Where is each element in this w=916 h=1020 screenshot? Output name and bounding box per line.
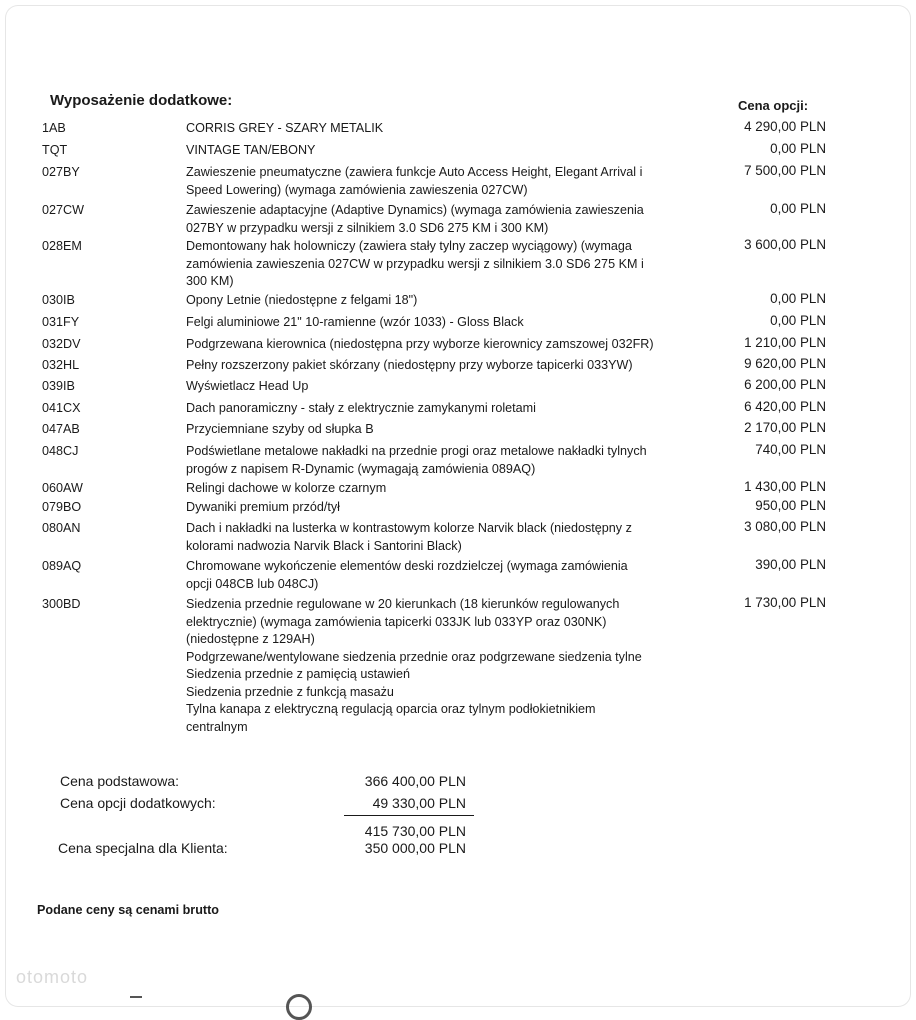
option-description-line: Zawieszenie pneumatyczne (zawiera funkcje Auto Access Height, Elegant Arrival i bbox=[186, 165, 643, 179]
option-price: 2 170,00 PLN bbox=[744, 420, 826, 435]
option-description bbox=[186, 400, 686, 418]
option-code: 028EM bbox=[42, 239, 82, 253]
option-code: 079BO bbox=[42, 500, 82, 514]
option-price: 0,00 PLN bbox=[770, 313, 826, 328]
option-description-line: Relingi dachowe w kolorze czarnym bbox=[186, 481, 387, 495]
special-price-value: 350 000,00 PLN bbox=[364, 840, 466, 856]
option-description-line: Speed Lowering) (wymaga zamówienia zawieszenia 027CW) bbox=[186, 182, 528, 197]
option-description-line: (niedostępne z 129AH) bbox=[186, 632, 315, 646]
option-description bbox=[186, 202, 686, 237]
option-description bbox=[186, 314, 686, 332]
option-description bbox=[186, 357, 686, 375]
option-description bbox=[186, 378, 686, 396]
option-price: 0,00 PLN bbox=[770, 141, 826, 156]
option-description bbox=[186, 421, 686, 439]
option-price: 7 500,00 PLN bbox=[744, 163, 826, 178]
option-price: 0,00 PLN bbox=[770, 201, 826, 216]
option-description-line: Siedzenia przednie regulowane w 20 kierunkach (18 kierunków regulowanych bbox=[186, 597, 620, 611]
option-description bbox=[186, 499, 686, 517]
options-price-label: Cena opcji dodatkowych: bbox=[60, 795, 216, 811]
option-description bbox=[186, 480, 686, 498]
option-code: 027CW bbox=[42, 203, 84, 217]
option-description bbox=[186, 520, 686, 555]
section-heading: Wyposażenie dodatkowe: bbox=[50, 92, 233, 109]
total-price-value: 415 730,00 PLN bbox=[364, 823, 466, 839]
option-description bbox=[186, 336, 686, 354]
options-price-value: 49 330,00 PLN bbox=[372, 795, 466, 811]
option-description-line: centralnym bbox=[186, 719, 248, 734]
option-description bbox=[186, 142, 686, 160]
option-description-line: Tylna kanapa z elektryczną regulacją oparcia oraz tylnym podłokietnikiem bbox=[186, 702, 596, 716]
option-description-line: Chromowane wykończenie elementów deski rozdzielczej (wymaga zamówienia bbox=[186, 559, 628, 573]
option-description-line: 300 KM) bbox=[186, 274, 234, 288]
option-description bbox=[186, 238, 686, 291]
sum-divider bbox=[344, 815, 474, 816]
option-code: TQT bbox=[42, 143, 68, 157]
special-price-label: Cena specjalna dla Klienta: bbox=[58, 840, 228, 856]
option-description-line: progów z napisem R-Dynamic (wymagają zamówienia 089AQ) bbox=[186, 461, 536, 476]
option-price: 950,00 PLN bbox=[755, 498, 826, 513]
option-description bbox=[186, 443, 686, 478]
option-code: 030IB bbox=[42, 293, 75, 307]
option-code: 047AB bbox=[42, 422, 80, 436]
option-description-line: Przyciemniane szyby od słupka B bbox=[186, 422, 374, 436]
option-code: 300BD bbox=[42, 597, 81, 611]
option-description-line: Demontowany hak holowniczy (zawiera stały tylny zaczep wyciągowy) (wymaga bbox=[186, 239, 632, 253]
option-description bbox=[186, 596, 686, 736]
option-description-line: Pełny rozszerzony pakiet skórzany (niedostępny przy wyborze tapicerki 033YW) bbox=[186, 358, 633, 372]
option-description-line: Dywaniki premium przód/tył bbox=[186, 500, 340, 514]
option-code: 060AW bbox=[42, 481, 83, 495]
base-price-label: Cena podstawowa: bbox=[60, 773, 180, 789]
option-description-line: Opony Letnie (niedostępne z felgami 18") bbox=[186, 293, 418, 307]
option-description-line: Siedzenia przednie z pamięcią ustawień bbox=[186, 667, 411, 681]
option-price: 0,00 PLN bbox=[770, 291, 826, 306]
price-column-header: Cena opcji: bbox=[738, 98, 809, 113]
option-code: 032DV bbox=[42, 337, 81, 351]
option-price: 1 730,00 PLN bbox=[744, 595, 826, 610]
option-code: 048CJ bbox=[42, 444, 79, 458]
circle-icon bbox=[286, 994, 312, 1020]
option-price: 1 430,00 PLN bbox=[744, 479, 826, 494]
option-description-line: Podświetlane metalowe nakładki na przednie progi oraz metalowe nakładki tylnych bbox=[186, 444, 647, 458]
option-description-line: Dach i nakładki na lusterka w kontrastowym kolorze Narvik black (niedostępny z bbox=[186, 521, 632, 535]
option-code: 027BY bbox=[42, 165, 80, 179]
option-price: 740,00 PLN bbox=[755, 442, 826, 457]
option-price: 3 080,00 PLN bbox=[744, 519, 826, 534]
option-description-line: Siedzenia przednie z funkcją masażu bbox=[186, 684, 394, 699]
option-description-line: zamówienia zawieszenia 027CW w przypadku wersji z silnikiem 3.0 SD6 275 KM i bbox=[186, 256, 644, 271]
option-price: 6 420,00 PLN bbox=[744, 399, 826, 414]
option-price: 4 290,00 PLN bbox=[744, 119, 826, 134]
option-description-line: Podgrzewane/wentylowane siedzenia przednie oraz podgrzewane siedzenia tylne bbox=[186, 649, 642, 664]
option-price: 6 200,00 PLN bbox=[744, 377, 826, 392]
option-code: 1AB bbox=[42, 121, 66, 135]
option-description bbox=[186, 558, 686, 593]
option-description-line: Dach panoramiczny - stały z elektrycznie zamykanymi roletami bbox=[186, 401, 536, 415]
option-description-line: elektrycznie) (wymaga zamówienia tapicerki 033JK lub 033YP oraz 030NK) bbox=[186, 614, 607, 629]
footnote: Podane ceny są cenami brutto bbox=[37, 903, 219, 917]
option-price: 390,00 PLN bbox=[755, 557, 826, 572]
base-price-value: 366 400,00 PLN bbox=[364, 773, 466, 789]
option-code: 089AQ bbox=[42, 559, 82, 573]
option-code: 041CX bbox=[42, 401, 81, 415]
option-description-line: opcji 048CB lub 048CJ) bbox=[186, 576, 319, 591]
option-description-line: Felgi aluminiowe 21" 10-ramienne (wzór 1033) - Gloss Black bbox=[186, 315, 524, 329]
option-description-line: VINTAGE TAN/EBONY bbox=[186, 143, 316, 157]
divider-mark bbox=[130, 996, 142, 998]
option-code: 039IB bbox=[42, 379, 75, 393]
option-description-line: 027BY w przypadku wersji z silnikiem 3.0 SD6 275 KM i 300 KM) bbox=[186, 220, 549, 235]
option-code: 032HL bbox=[42, 358, 80, 372]
watermark-logo: otomoto bbox=[16, 967, 89, 987]
option-description-line: Podgrzewana kierownica (niedostępna przy wyborze kierownicy zamszowej 032FR) bbox=[186, 337, 654, 351]
option-description bbox=[186, 292, 686, 310]
option-description-line: kolorami nadwozia Narvik Black i Santorini Black) bbox=[186, 538, 462, 553]
option-description-line: CORRIS GREY - SZARY METALIK bbox=[186, 121, 384, 135]
option-description-line: Zawieszenie adaptacyjne (Adaptive Dynamics) (wymaga zamówienia zawieszenia bbox=[186, 203, 644, 217]
option-code: 031FY bbox=[42, 315, 80, 329]
option-price: 1 210,00 PLN bbox=[744, 335, 826, 350]
option-description bbox=[186, 164, 686, 199]
option-description bbox=[186, 120, 686, 138]
option-description-line: Wyświetlacz Head Up bbox=[186, 379, 309, 393]
option-price: 9 620,00 PLN bbox=[744, 356, 826, 371]
option-price: 3 600,00 PLN bbox=[744, 237, 826, 252]
option-code: 080AN bbox=[42, 521, 81, 535]
